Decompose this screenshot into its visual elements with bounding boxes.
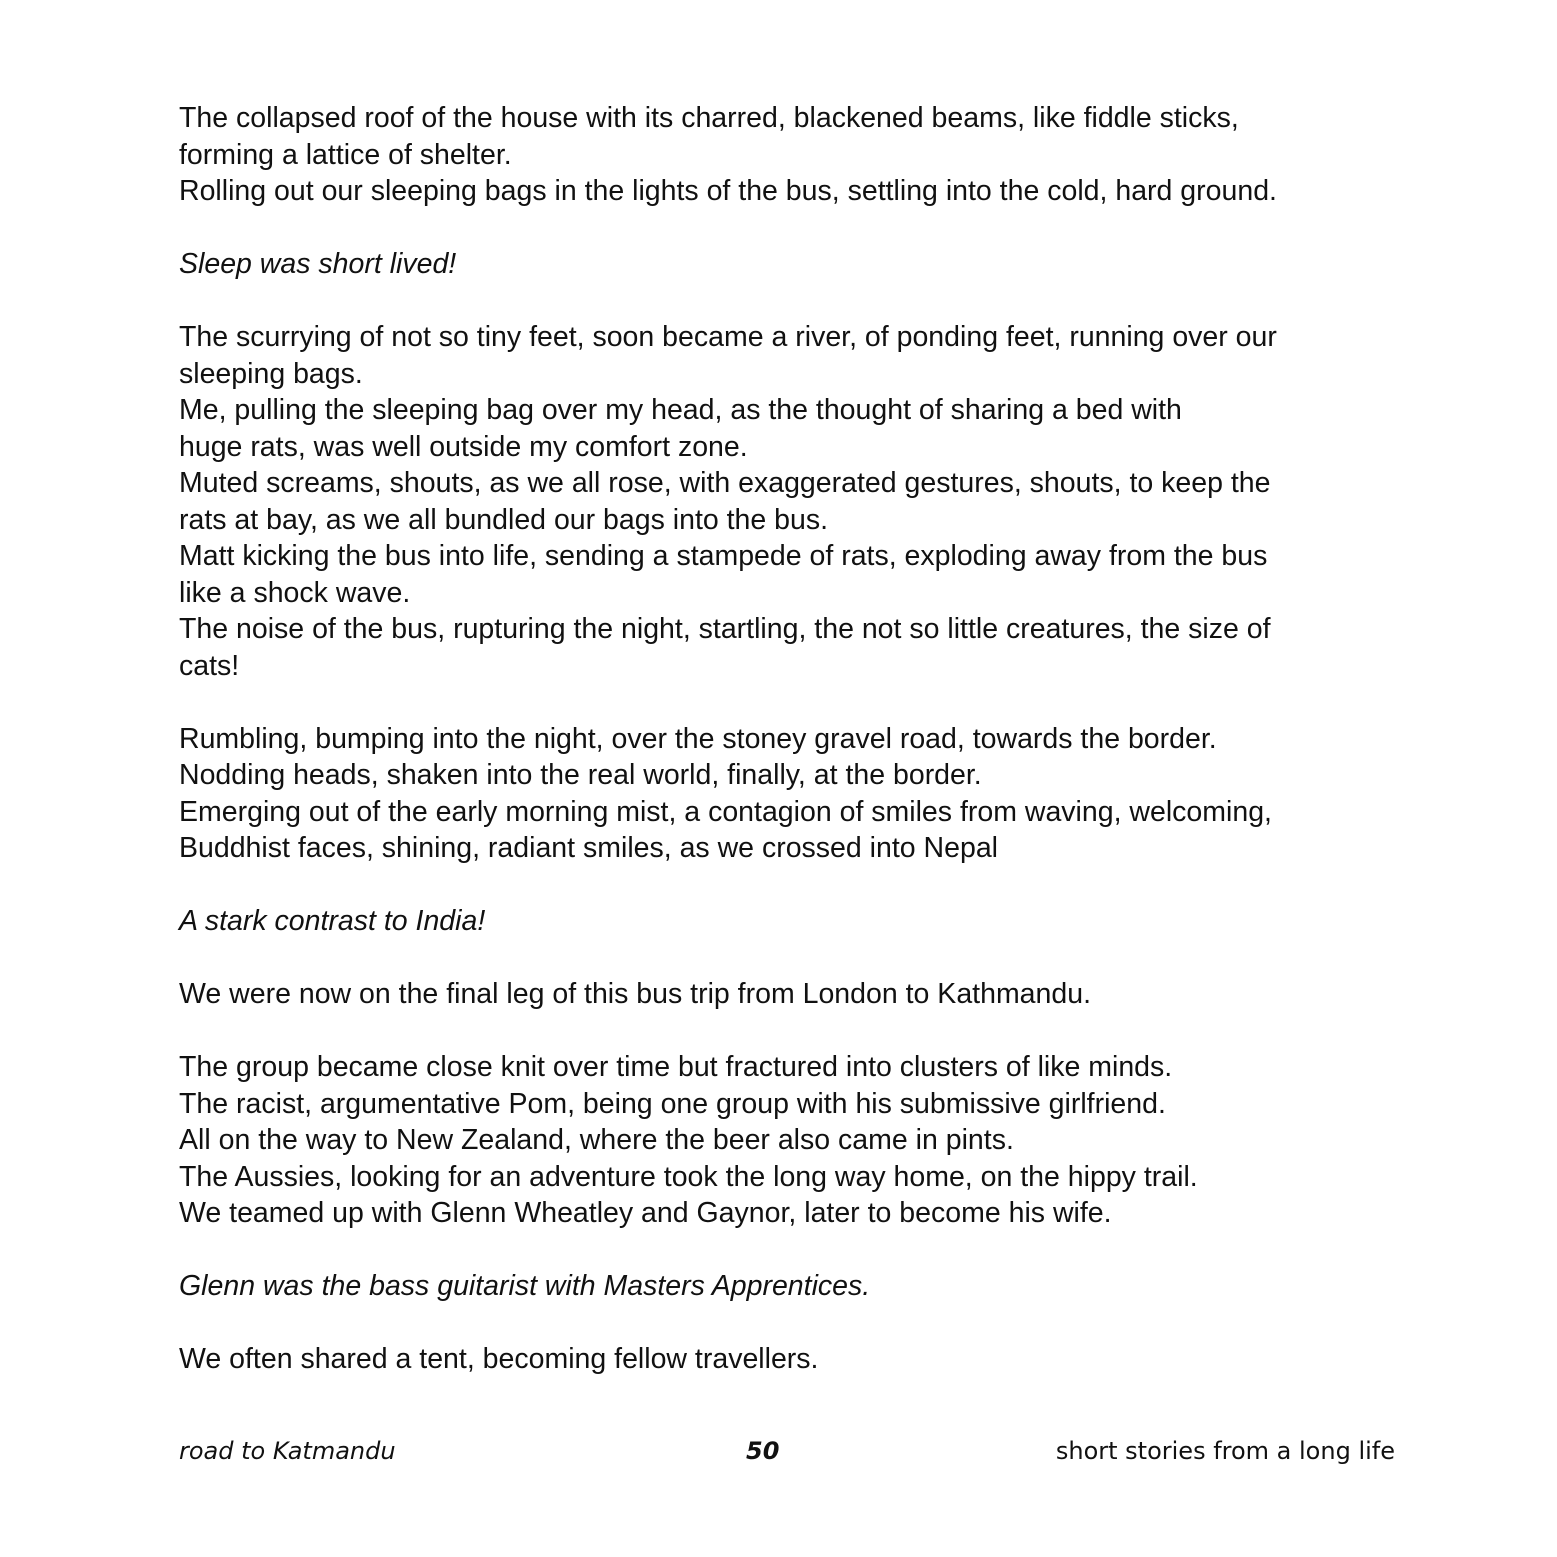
text-line: All on the way to New Zealand, where the beer also came in pints.	[179, 1124, 1014, 1156]
text-line: The scurrying of not so tiny feet, soon became a river, of ponding feet, running over our	[179, 321, 1277, 353]
footer-book-title: short stories from a long life	[1055, 1437, 1395, 1465]
paragraph-gap	[179, 1232, 1409, 1269]
italic-remark: Sleep was short lived!	[179, 248, 457, 280]
paragraph-gap	[179, 210, 1409, 247]
text-line: Me, pulling the sleeping bag over my head, as the thought of sharing a bed with	[179, 394, 1182, 426]
text-line: Rolling out our sleeping bags in the lights of the bus, settling into the cold, hard ground.	[179, 175, 1277, 207]
text-line: Muted screams, shouts, as we all rose, with exaggerated gestures, shouts, to keep the	[179, 467, 1271, 499]
paragraph-gap	[179, 940, 1409, 977]
paragraph-gap	[179, 283, 1409, 320]
text-line: forming a lattice of shelter.	[179, 138, 512, 171]
text-line: The noise of the bus, rupturing the night, startling, the not so little creatures, the size of	[179, 613, 1271, 645]
text-line: rats at bay, as we all bundled our bags into the bus.	[179, 503, 829, 536]
page-number: 50	[746, 1437, 780, 1465]
text-line: Matt kicking the bus into life, sending a stampede of rats, exploding away from the bus	[179, 540, 1268, 572]
paragraph-gap	[179, 1305, 1409, 1342]
text-line: The Aussies, looking for an adventure took the long way home, on the hippy trail.	[179, 1160, 1198, 1193]
text-line: We were now on the final leg of this bus trip from London to Kathmandu.	[179, 978, 1091, 1010]
text-line: The collapsed roof of the house with its charred, blackened beams, like fiddle sticks,	[179, 102, 1239, 134]
italic-remark: Glenn was the bass guitarist with Masters Apprentices.	[179, 1270, 871, 1302]
paragraph-gap	[179, 1013, 1409, 1050]
text-line: huge rats, was well outside my comfort zone.	[179, 430, 748, 463]
footer-chapter-title: road to Katmandu	[179, 1437, 396, 1465]
page-body	[179, 100, 1409, 1378]
text-line: The group became close knit over time but fractured into clusters of like minds.	[179, 1051, 1173, 1083]
page-footer	[179, 1433, 1395, 1469]
text-line: We often shared a tent, becoming fellow travellers.	[179, 1343, 819, 1375]
text-line: We teamed up with Glenn Wheatley and Gaynor, later to become his wife.	[179, 1197, 1112, 1229]
text-line: Emerging out of the early morning mist, a contagion of smiles from waving, welcoming,	[179, 795, 1272, 828]
text-line: Buddhist faces, shining, radiant smiles, as we crossed into Nepal	[179, 832, 998, 864]
text-line: sleeping bags.	[179, 357, 363, 390]
text-line: The racist, argumentative Pom, being one group with his submissive girlfriend.	[179, 1087, 1166, 1120]
italic-remark: A stark contrast to India!	[179, 905, 486, 937]
text-line: like a shock wave.	[179, 576, 411, 609]
text-line: Rumbling, bumping into the night, over the stoney gravel road, towards the border.	[179, 722, 1217, 755]
paragraph-gap	[179, 867, 1409, 904]
text-line: Nodding heads, shaken into the real world, finally, at the border.	[179, 759, 982, 791]
text-line: cats!	[179, 649, 240, 682]
paragraph-gap	[179, 684, 1409, 721]
